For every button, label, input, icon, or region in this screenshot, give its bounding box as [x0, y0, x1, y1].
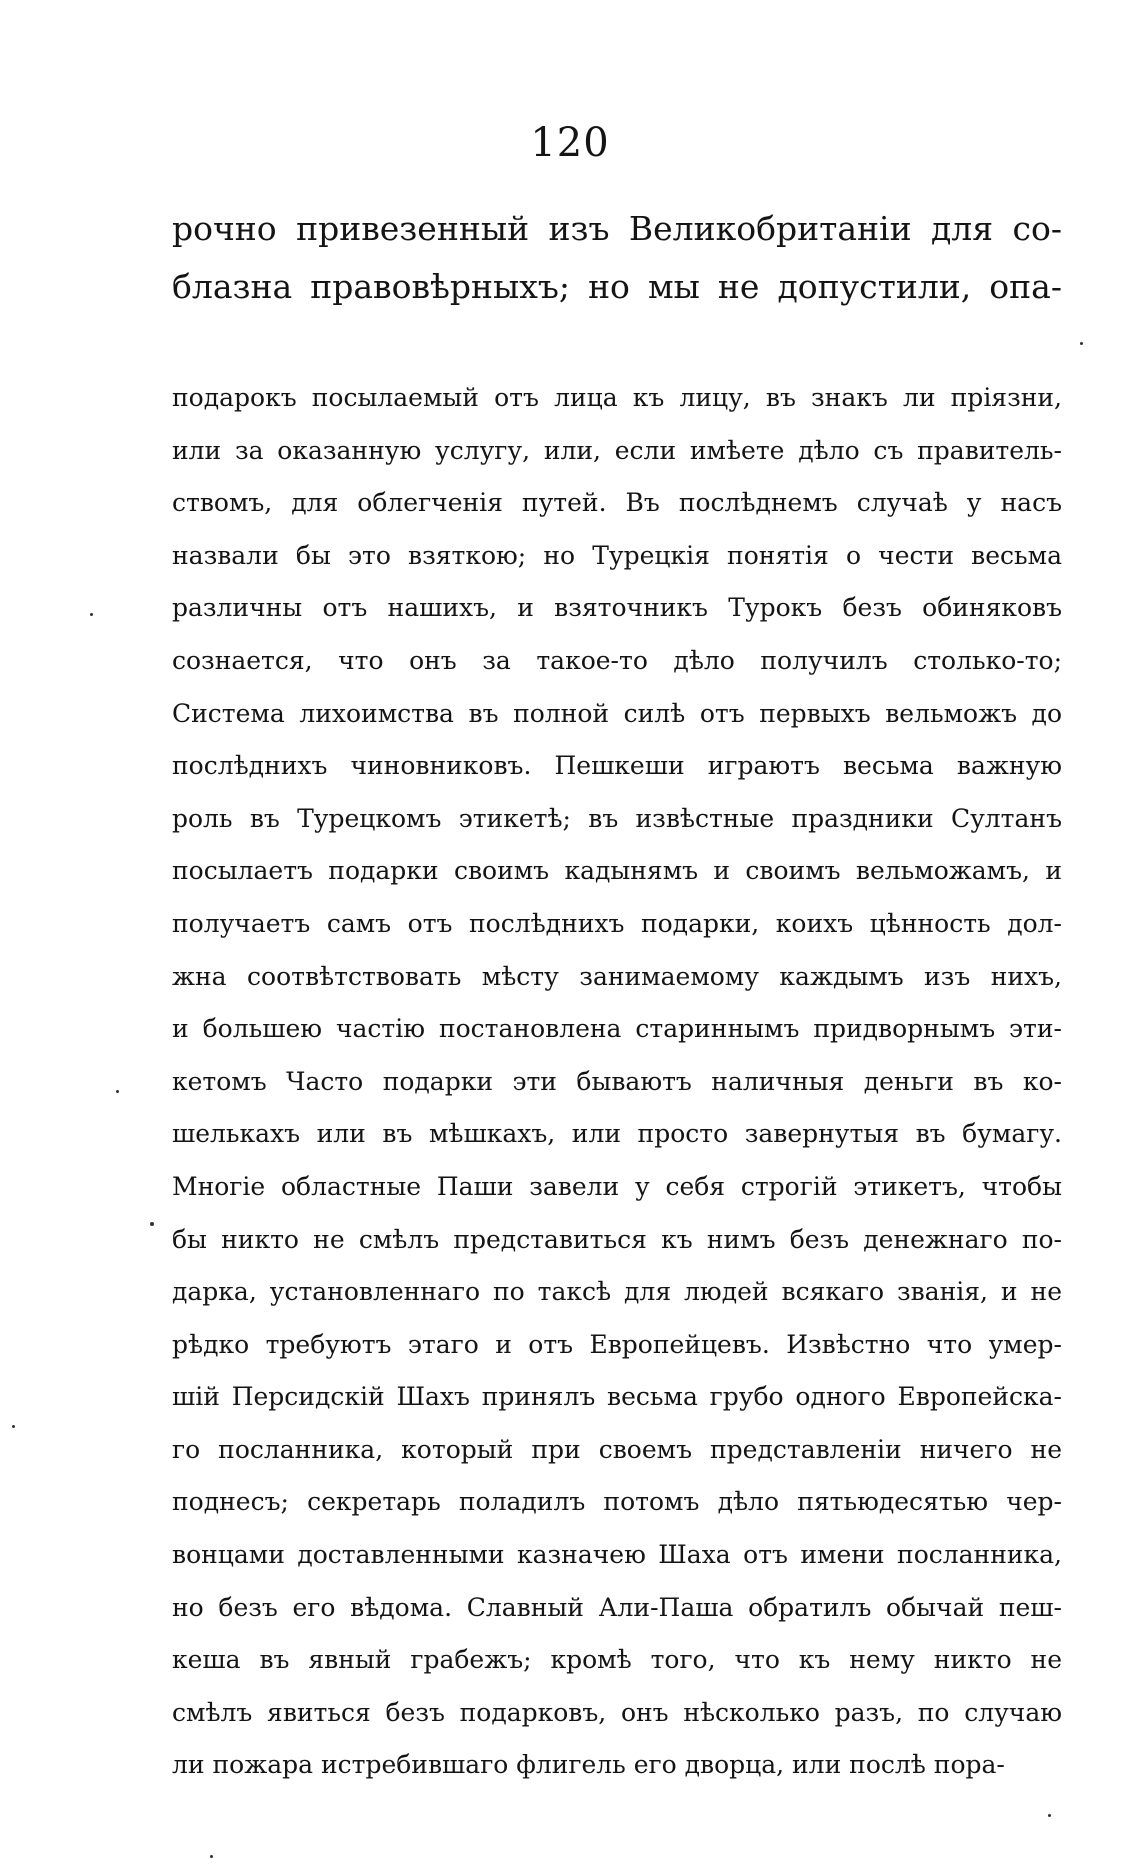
footnote-line: ствомъ, для облегченія путей. Въ послѣднемъ случаѣ у насъ — [172, 488, 1062, 518]
scan-speck — [1080, 342, 1083, 345]
footnote-line: жна соотвѣтствовать мѣсту занимаемому каждымъ изъ нихъ, — [172, 961, 1062, 991]
main-text-line: блазна правовѣрныхъ; но мы не допустили, опа- — [172, 267, 1062, 306]
footnote-line: го посланника, который при своемъ представленіи ничего не — [172, 1434, 1062, 1464]
scan-speck — [116, 1090, 119, 1093]
scan-speck — [210, 1855, 213, 1858]
scan-speck — [12, 1425, 15, 1428]
footnote-line: кетомъ Часто подарки эти бываютъ наличныя деньги въ ко- — [172, 1066, 1062, 1096]
footnote-line: шій Персидскій Шахъ принялъ весьма грубо одного Европейска- — [172, 1382, 1062, 1412]
footnote-line: Многіе областные Паши завели у себя строгій этикетъ, чтобы — [172, 1171, 1062, 1201]
footnote-line: получаетъ самъ отъ послѣднихъ подарки, коихъ цѣнность дол- — [172, 908, 1062, 938]
main-text — [172, 200, 1062, 316]
footnote-line: бы никто не смѣлъ представиться къ нимъ безъ денежнаго по- — [172, 1224, 1062, 1254]
footnote-line: поднесъ; секретарь поладилъ потомъ дѣло пятьюдесятью чер- — [172, 1487, 1062, 1517]
footnote-line: смѣлъ явиться безъ подарковъ, онъ нѣсколько разъ, по случаю — [172, 1697, 1062, 1727]
footnote-line: дарка, установленнаго по таксѣ для людей всякаго званія, и не — [172, 1277, 1062, 1307]
page-number: 120 — [530, 120, 610, 166]
footnote-line: назвали бы это взяткою; но Турецкія понятія о чести весьма — [172, 540, 1062, 570]
footnote-line: сознается, что онъ за такое-то дѣло получилъ столько-то; — [172, 645, 1062, 675]
footnote-line: ли пожара истребившаго флигель его дворца, или послѣ пора- — [172, 1750, 1005, 1780]
scan-speck — [90, 613, 93, 616]
footnote-line: и большею частію постановлена стариннымъ придворнымъ эти- — [172, 1014, 1062, 1044]
footnote — [172, 372, 1062, 1792]
footnote-line: различны отъ нашихъ, и взяточникъ Турокъ безъ обиняковъ — [172, 593, 1062, 623]
footnote-line: послѣднихъ чиновниковъ. Пешкеши играютъ весьма важную — [172, 751, 1062, 781]
footnote-line: кеша въ явный грабежъ; кромѣ того, что къ нему никто не — [172, 1645, 1062, 1675]
footnote-line: подарокъ посылаемый отъ лица къ лицу, въ знакъ ли пріязни, — [172, 383, 1062, 412]
footnote-line: шелькахъ или въ мѣшкахъ, или просто завернутыя въ бумагу. — [172, 1119, 1062, 1149]
main-text-line: рочно привезенный изъ Великобританіи для со- — [172, 209, 1062, 248]
footnote-line: рѣдко требуютъ этаго и отъ Европейцевъ. Извѣстно что умер- — [172, 1329, 1062, 1359]
footnote-line: но безъ его вѣдома. Славный Али-Паша обратилъ обычай пеш- — [172, 1592, 1062, 1622]
footnote-line: посылаетъ подарки своимъ кадынямъ и своимъ вельможамъ, и — [172, 856, 1062, 886]
scan-speck — [1048, 1814, 1051, 1817]
footnote-line: роль въ Турецкомъ этикетѣ; въ извѣстные праздники Султанъ — [172, 803, 1062, 833]
footnote-line: Система лихоимства въ полной силѣ отъ первыхъ вельможъ до — [172, 698, 1062, 728]
footnote-line: или за оказанную услугу, или, если имѣете дѣло съ правитель- — [172, 435, 1062, 465]
footnote-line: вонцами доставленными казначею Шаха отъ имени посланника, — [172, 1540, 1062, 1570]
scan-speck — [150, 1222, 154, 1226]
